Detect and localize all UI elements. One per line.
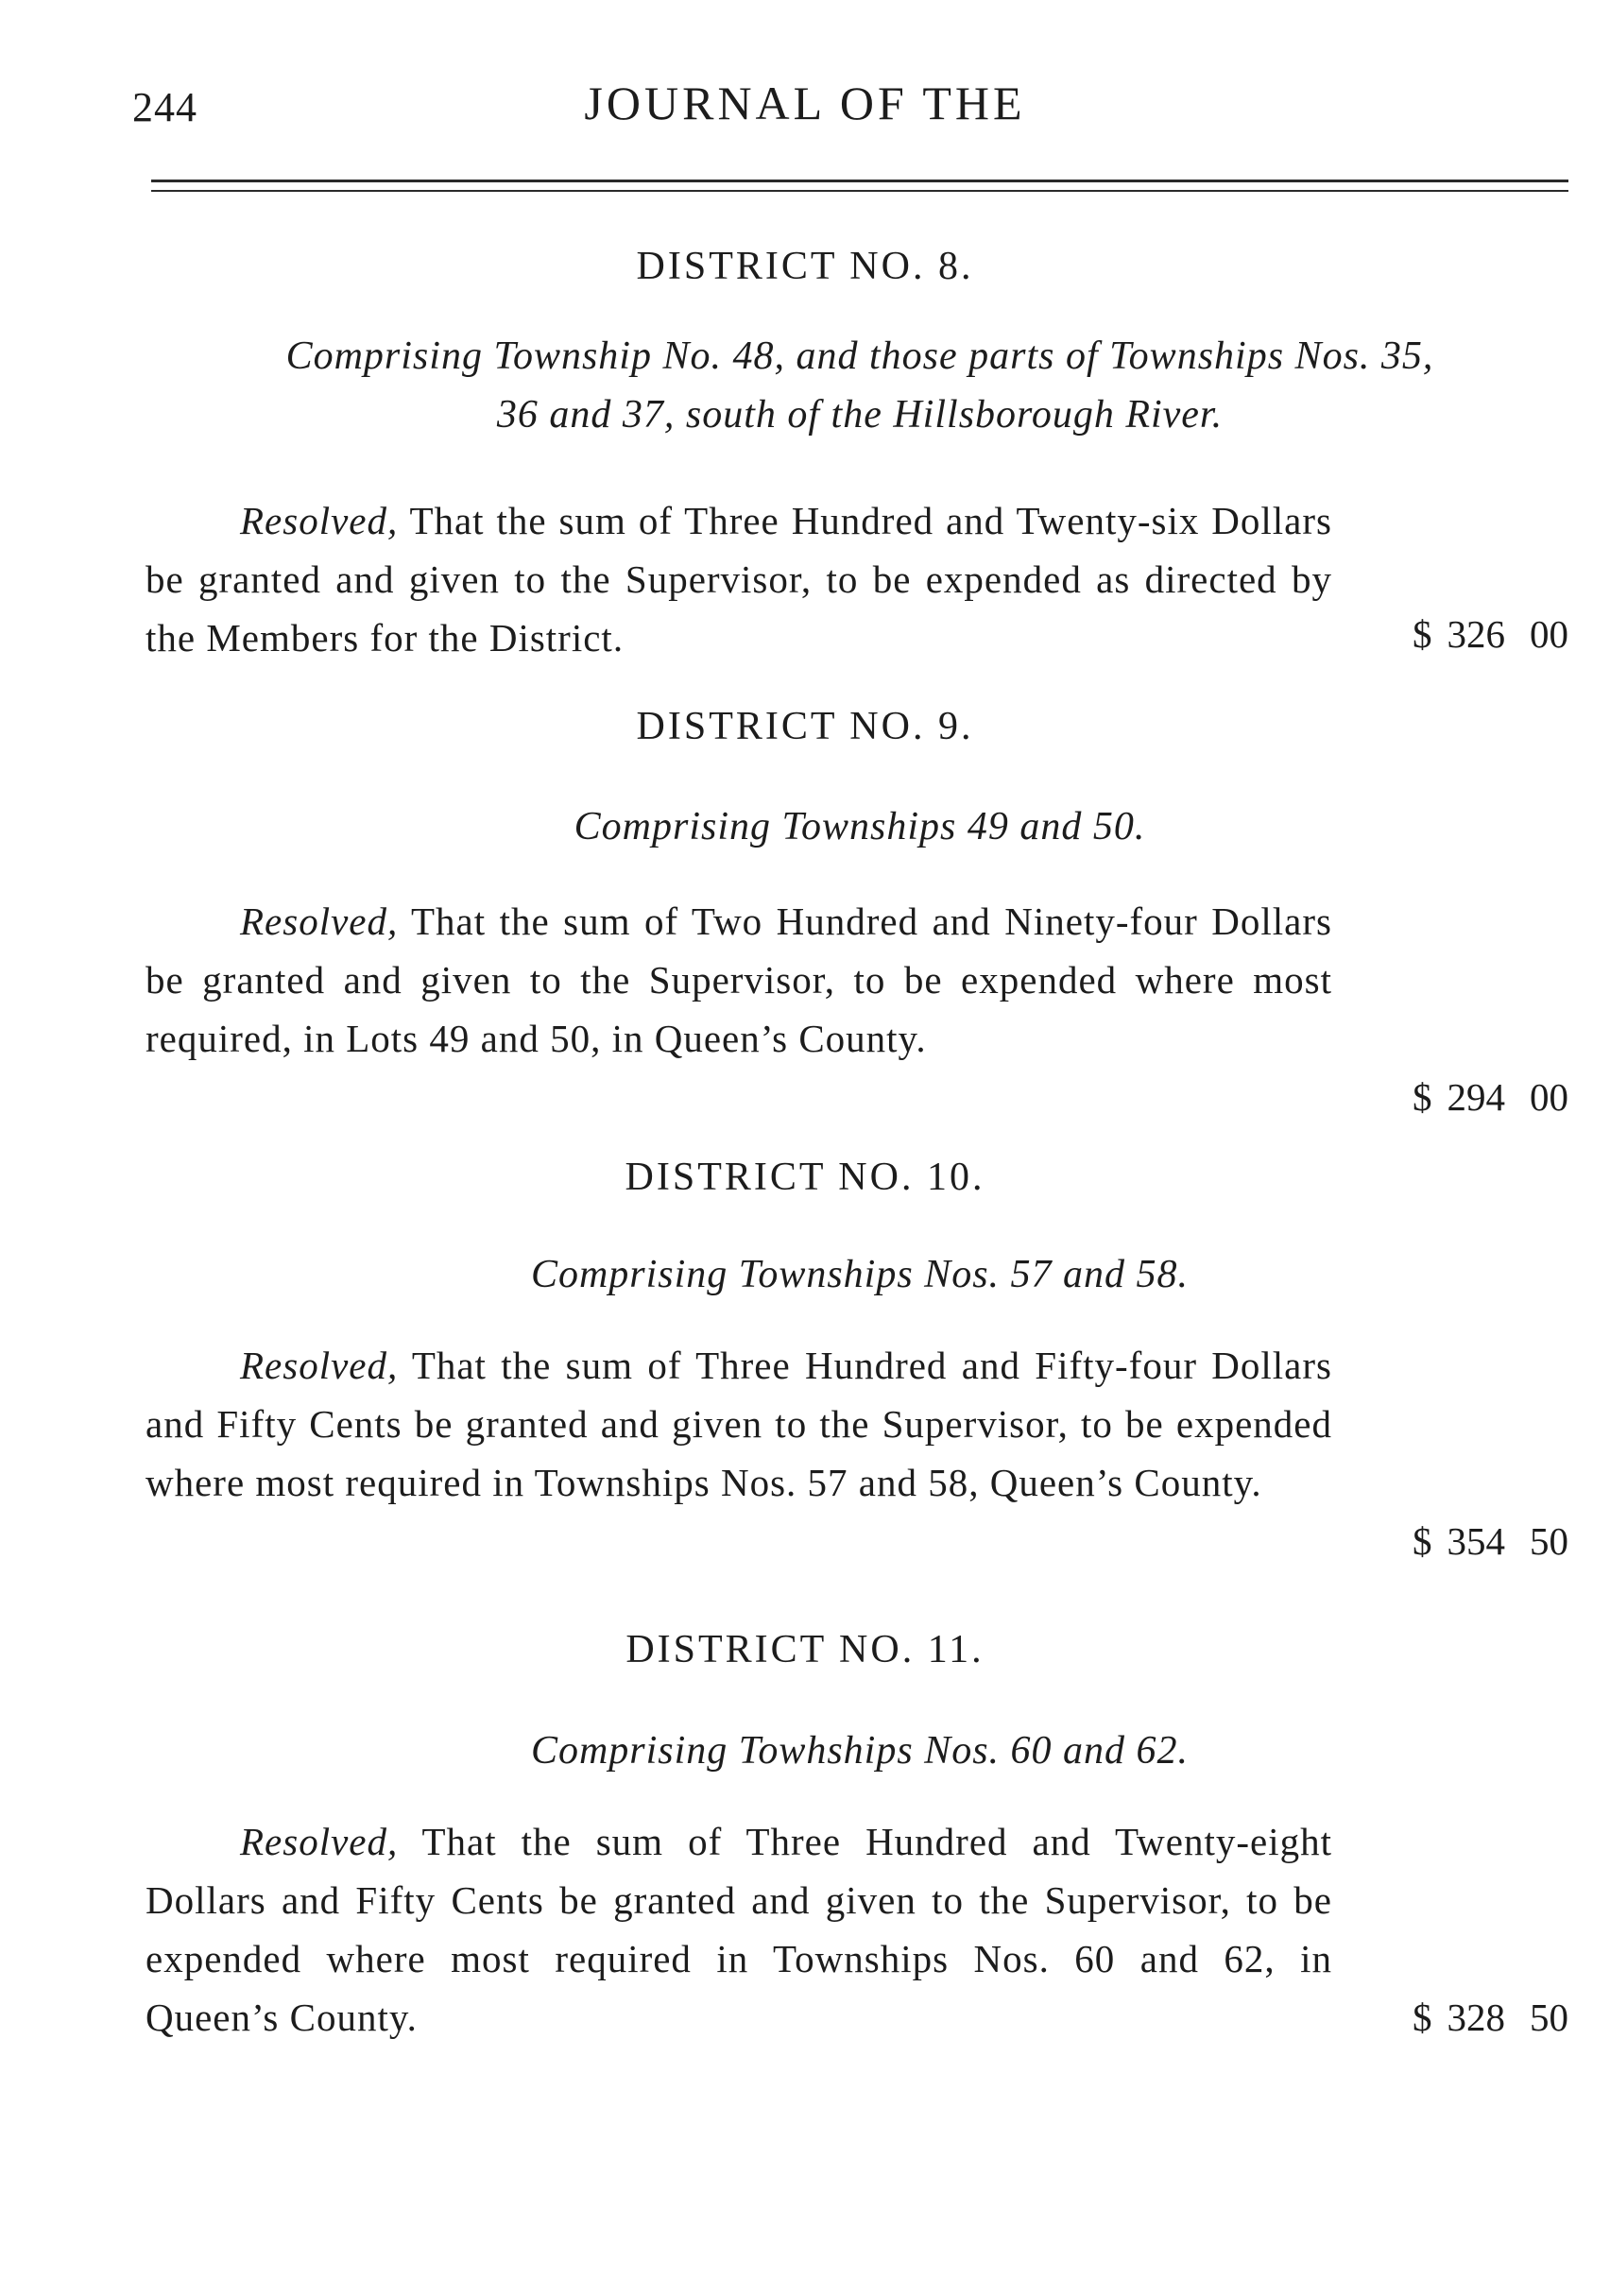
resolution-paragraph [146, 1812, 1332, 2047]
currency-sign: $ [1413, 612, 1432, 656]
resolution-paragraph [146, 491, 1332, 667]
currency-sign: $ [1413, 1075, 1432, 1119]
district-description [151, 797, 1568, 856]
grant-amount [1351, 1068, 1568, 1126]
district-description [151, 327, 1568, 444]
resolved-label: Resolved, [240, 499, 399, 542]
resolution-text: That the sum of Three Hundred and Twenty-six Dollars be granted and given to the Supervisor, to be expended as directed by the Members for the District. [146, 499, 1332, 660]
resolved-label: Resolved, [240, 1820, 399, 1863]
description-line: Comprising Townships Nos. 57 and 58. [530, 1253, 1190, 1296]
amount-dollars: 294 [1447, 1075, 1505, 1119]
grant-amount [1351, 605, 1568, 663]
running-head: JOURNAL OF THE [584, 77, 1026, 129]
description-line: Comprising Towhships Nos. 60 and 62. [530, 1729, 1190, 1773]
resolved-label: Resolved, [240, 900, 399, 943]
resolution-text: That the sum of Three Hundred and Fifty-four Dollars and Fifty Cents be granted and given to the Supervisor, to be expended where most required in Townships Nos. 57 and 58, Queen’s County. [146, 1344, 1332, 1504]
district-title: DISTRICT NO. 10. [625, 1156, 985, 1199]
resolution-text: That the sum of Two Hundred and Ninety-four Dollars be granted and given to the Supervisor, to be expended where most required, in Lots 49 and 50, in Queen’s County. [146, 900, 1332, 1060]
amount-dollars: 326 [1447, 612, 1505, 656]
grant-amount [1351, 1988, 1568, 2047]
resolution-paragraph [146, 892, 1332, 1068]
description-line: 36 and 37, south of the Hillsborough River. [496, 393, 1224, 437]
page-number: 244 [132, 84, 197, 130]
currency-sign: $ [1413, 1519, 1432, 1563]
resolution-paragraph [146, 1336, 1332, 1512]
amount-cents: 50 [1530, 1519, 1568, 1563]
district-description [151, 1722, 1568, 1780]
amount-dollars: 354 [1447, 1519, 1505, 1563]
resolved-label: Resolved, [240, 1344, 399, 1387]
district-title: DISTRICT NO. 9. [636, 705, 974, 748]
header-rule [151, 180, 1568, 192]
grant-amount [1351, 1512, 1568, 1570]
currency-sign: $ [1413, 1996, 1432, 2039]
resolution-text: That the sum of Three Hundred and Twenty-eight Dollars and Fifty Cents be granted and given to the Supervisor, to be expended where most required in Townships Nos. 60 and 62, in Queen’s County. [146, 1820, 1332, 2039]
district-description [151, 1245, 1568, 1304]
amount-dollars: 328 [1447, 1996, 1505, 2039]
district-title: DISTRICT NO. 8. [636, 245, 974, 288]
description-line: Comprising Townships 49 and 50. [574, 805, 1146, 848]
district-title: DISTRICT NO. 11. [625, 1628, 985, 1671]
description-line: Comprising Township No. 48, and those parts of Townships Nos. 35, [285, 334, 1434, 378]
amount-cents: 00 [1530, 1075, 1568, 1119]
amount-cents: 00 [1530, 612, 1568, 656]
amount-cents: 50 [1530, 1996, 1568, 2039]
